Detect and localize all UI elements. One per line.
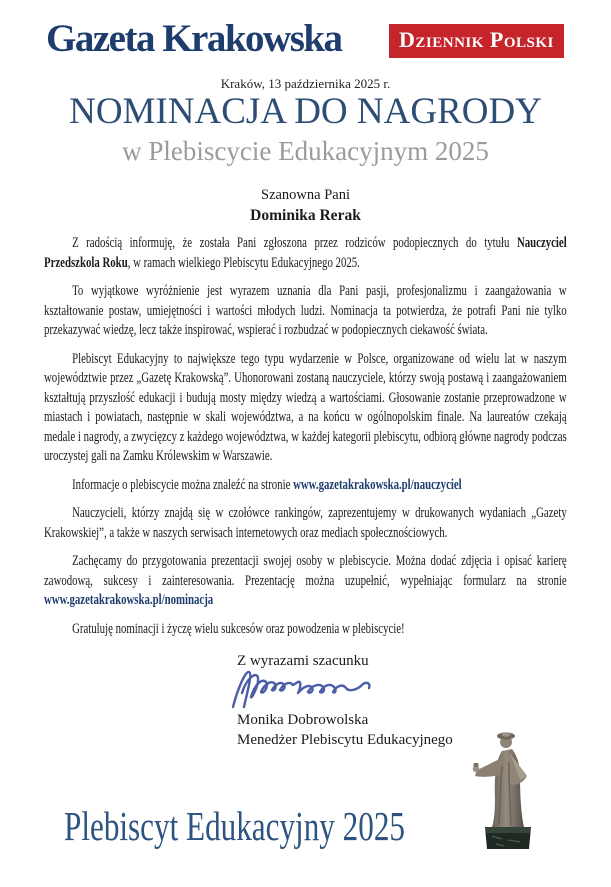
- paragraph-info-link-lead: Informacje o plebiscycie można znaleźć na stronie: [72, 476, 294, 493]
- gazeta-krakowska-logo: Gazeta Krakowska: [46, 17, 342, 60]
- paragraph-recognition: To wyjątkowe wyróżnienie jest wyrazem uznania dla Pani pasji, profesjonalizmu i zaangażowania w kształtowanie postaw, umiejętności i wartości młodych ludzi. Nominacja ta potwierdza, że potrafi Pani nie tylko przekazywać wiedzę, lecz także inspirować, wspierać i rozbudzać w podopiecznych ciekawość świata.: [44, 283, 567, 338]
- award-statuette-icon: [468, 726, 544, 852]
- page-subtitle: w Plebiscycie Edukacyjnym 2025: [122, 136, 489, 166]
- paragraph-info-link: [44, 476, 567, 496]
- paragraph-rankings: Nauczycieli, którzy znajdą się w czołówce rankingów, zaprezentujemy w drukowanych wydaniach „Gazety Krakowskiej”, a także w naszych serwisach internetowych oraz mediach społecznościowych.: [44, 505, 567, 541]
- paragraph-nomination: [44, 234, 567, 273]
- handwritten-signature-icon: [229, 665, 379, 713]
- paragraph-congratulations: Gratuluję nominacji i życzę wielu sukcesów oraz powodzenia w plebiscycie!: [72, 620, 405, 637]
- salutation: Szanowna Pani: [261, 187, 350, 203]
- dateline: Kraków, 13 października 2025 r.: [220, 76, 391, 91]
- recipient-name: Dominika Rerak: [250, 207, 361, 224]
- page-title: NOMINACJA DO NAGRODY: [69, 91, 542, 132]
- signer-name: Monika Dobrowolska: [237, 712, 369, 728]
- salutation-block: [0, 187, 611, 225]
- paragraph-nomination-lead: Z radością informuję, że została Pani zgłoszona przez rodziców podopiecznych do tytułu: [72, 235, 517, 251]
- footer-title: Plebiscyt Edukacyjny 2025: [64, 803, 405, 849]
- closing-line: Z wyrazami szacunku: [237, 653, 369, 669]
- award-category-name: Nauczyciel Przedszkola Roku: [44, 235, 567, 271]
- link-nominacja[interactable]: www.gazetakrakowska.pl/nominacja: [44, 592, 214, 608]
- signature-block: [237, 652, 453, 750]
- letter-body: [44, 234, 567, 639]
- signer-title: Menedżer Plebiscytu Edukacyjnego: [237, 732, 453, 748]
- paragraph-plebiscite-info: Plebiscyt Edukacyjny to największe tego typu wydarzenie w Polsce, organizowane od wielu lat w naszym województwie przez „Gazetę Krakowską”. Uhonorowani zostaną nauczyciele, którzy swoją postawą i zaangażowaniem kształtują przyszłość edukacji i budują mosty między wiedzą a wartościami. Głosowanie zostanie przeprowadzone w miastach i powiatach, następnie w skali województwa, a na końcu w ogólnopolskim finale. Na laureatów czekają medale i nagrody, a zwycięzcy z każdego województwa, w każdej kategorii plebiscytu, odbiorą główne nagrody podczas uroczystej gali na Zamku Królewskim w Warszawie.: [44, 350, 567, 464]
- link-nauczyciel[interactable]: www.gazetakrakowska.pl/nauczyciel: [293, 476, 462, 493]
- dziennik-polski-badge: Dziennik Polski: [389, 24, 564, 58]
- paragraph-presentation: [44, 552, 567, 611]
- paragraph-presentation-lead: Zachęcamy do przygotowania prezentacji swojej osoby w plebiscycie. Można dodać zdjęcia i opisać karierę zawodową, sukcesy i zainteresowania. Prezentację można uzupełnić, wypełniając formularz na stronie: [44, 553, 567, 589]
- paragraph-nomination-tail: , w ramach wielkiego Plebiscytu Edukacyjnego 2025.: [127, 254, 360, 271]
